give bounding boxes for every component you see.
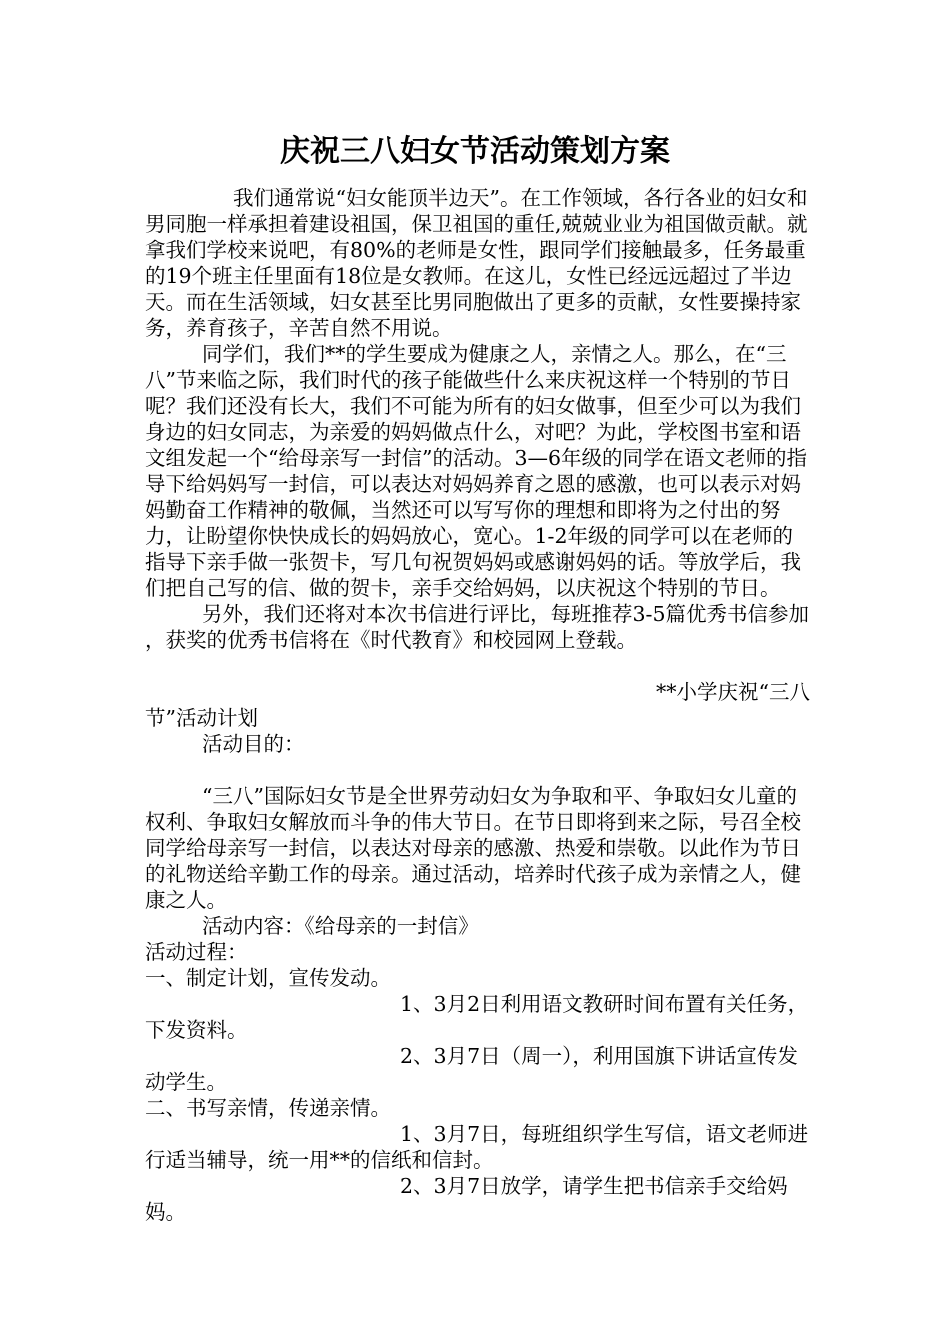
signature-line: **小学庆祝“三八: [656, 680, 810, 704]
purpose-heading: 活动目的：: [202, 732, 305, 756]
blank-line: [145, 757, 810, 783]
document-body: [145, 185, 810, 1225]
evaluation-paragraph: 另外，我们还将对本次书信进行评比，每班推荐3-5篇优秀书信参加 ，获奖的优秀书信将在《时代教育》和校园网上登载。: [145, 602, 810, 652]
signature-line-continued: 节”活动计划: [145, 706, 258, 730]
process-heading: 活动过程：: [145, 940, 248, 964]
blank-line: [145, 653, 810, 679]
intro-paragraph: 我们通常说“妇女能顶半边天”。在工作领域，各行各业的妇女和男同胞一样承担着建设祖国，保卫祖国的重任,兢兢业业为祖国做贡献。就拿我们学校来说吧，有80%的老师是女性，跟同学们接触最多，任务最重的19个班主任里面有18位是女教师。在这儿，女性已经远远超过了半边天。而在生活领域，妇女甚至比男同胞做出了更多的贡献，女性要操持家务，养育孩子，辛苦自然不用说。: [145, 186, 808, 340]
step-1-item-2: 2、3月7日（周一），利用国旗下讲话宣传发动学生。: [145, 1044, 798, 1094]
step-2-item-2: 2、3月7日放学，请学生把书信亲手交给妈妈。: [145, 1174, 788, 1224]
purpose-paragraph: “三八”国际妇女节是全世界劳动妇女为争取和平、争取妇女儿童的权利、争取妇女解放而斗争的伟大节日。在节日即将到来之际，号召全校同学给母亲写一封信，以表达对母亲的感激、热爱和崇敬。以此作为节日的礼物送给辛勤工作的母亲。通过活动，培养时代孩子成为亲情之人，健康之人。: [145, 784, 801, 912]
step-1-item-1: 1、3月2日利用语文教研时间布置有关任务，下发资料。: [145, 992, 809, 1042]
document-title: 庆祝三八妇女节活动策划方案: [280, 134, 670, 169]
content-heading: 活动内容：《给母亲的一封信》: [202, 914, 479, 938]
students-paragraph: 同学们，我们**的学生要成为健康之人，亲情之人。那么，在“三八”节来临之际，我们时代的孩子能做些什么来庆祝这样一个特别的节日呢？我们还没有长大，我们不可能为所有的妇女做事，但至少可以为我们身边的妇女同志，为亲爱的妈妈做点什么，对吧？为此，学校图书室和语文组发起一个“给母亲写一封信”的活动。3—6年级的同学在语文老师的指导下给妈妈写一封信，可以表达对妈妈养育之恩的感激，也可以表示对妈妈勤奋工作精神的敬佩，当然还可以写写你的理想和即将为之付出的努力，让盼望你快快成长的妈妈放心，宽心。1-2年级的同学可以在老师的指导下亲手做一张贺卡，写几句祝贺妈妈或感谢妈妈的话。等放学后，我们把自己写的信、做的贺卡，亲手交给妈妈，以庆祝这个特别的节日。: [145, 342, 808, 600]
step-2-heading: 二、书写亲情，传递亲情。: [145, 1096, 391, 1120]
step-1-heading: 一、制定计划，宣传发动。: [145, 966, 391, 990]
step-2-item-1: 1、3月7日，每班组织学生写信，语文老师进行适当辅导，统一用**的信纸和信封。: [145, 1122, 809, 1172]
